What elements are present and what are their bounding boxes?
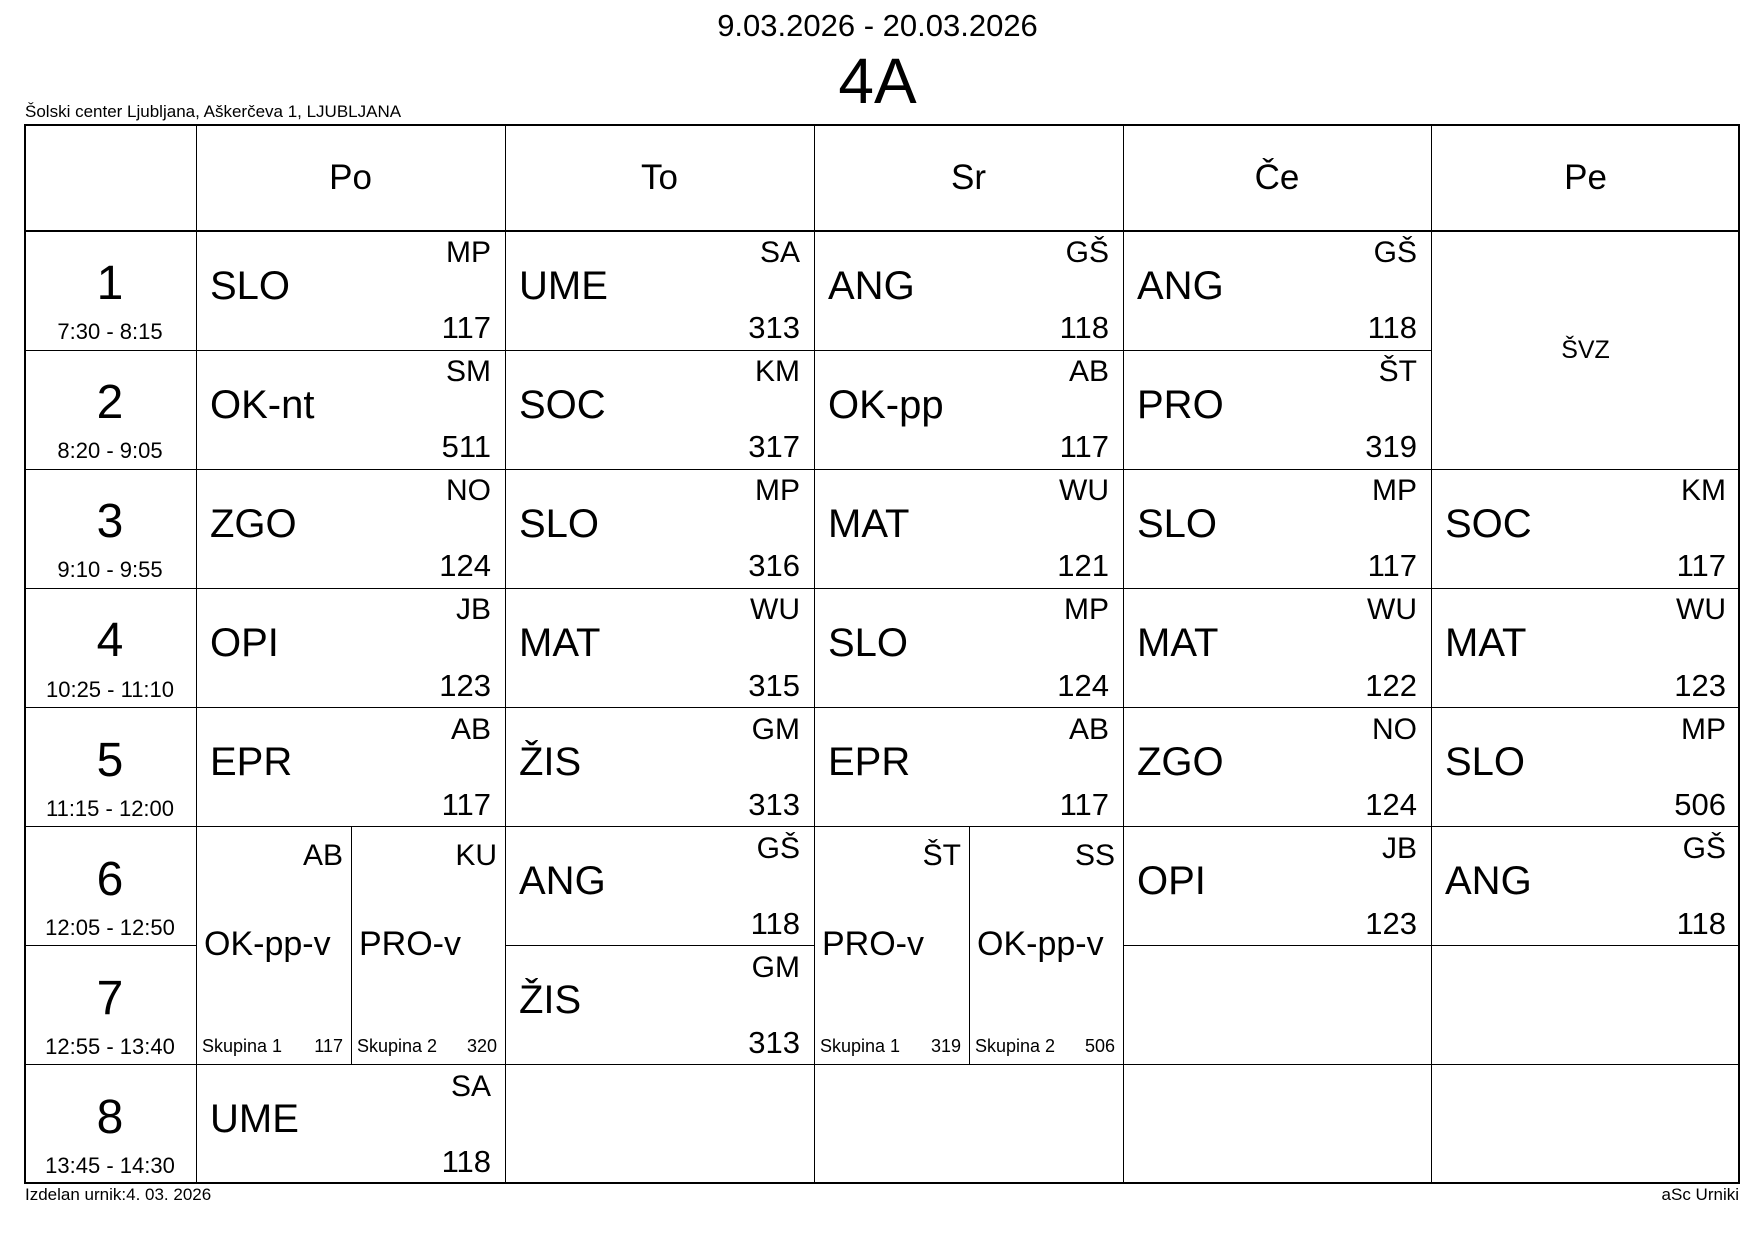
row-divider bbox=[814, 350, 1123, 351]
lesson-room: 117 bbox=[1676, 548, 1726, 584]
lesson-teacher: GŠ bbox=[1682, 831, 1726, 865]
lesson-teacher: KM bbox=[755, 355, 800, 389]
lesson-cell bbox=[1123, 231, 1431, 350]
lesson-subject: SOC bbox=[1445, 501, 1532, 546]
period-number: 7 bbox=[96, 971, 124, 1025]
lesson-room: 316 bbox=[748, 548, 800, 584]
school-name: Šolski center Ljubljana, Aškerčeva 1, LJUBLJANA bbox=[25, 102, 402, 121]
lesson-cell bbox=[196, 588, 505, 707]
row-divider bbox=[1431, 1064, 1740, 1065]
lesson-cell bbox=[196, 469, 505, 588]
lesson-teacher: WU bbox=[750, 593, 800, 627]
lesson-teacher: WU bbox=[1059, 474, 1109, 508]
lesson-subject: OK-nt bbox=[210, 382, 315, 427]
lesson-cell bbox=[196, 708, 505, 827]
period-number: 8 bbox=[96, 1090, 124, 1144]
header-divider bbox=[24, 230, 1740, 232]
lesson-subject: SLO bbox=[519, 501, 600, 546]
period-time: 13:45 - 14:30 bbox=[45, 1153, 175, 1178]
lesson-room: 315 bbox=[748, 667, 800, 703]
lesson-cell bbox=[1431, 588, 1740, 707]
row-divider bbox=[1431, 469, 1740, 470]
lesson-room: 124 bbox=[1365, 786, 1417, 822]
lesson-subject: SLO bbox=[828, 620, 909, 665]
period-time: 12:55 - 13:40 bbox=[45, 1033, 175, 1059]
group-subject: OK-pp-v bbox=[977, 924, 1104, 963]
event-cell: ŠVZ bbox=[1561, 335, 1610, 364]
lesson-subject: ŽIS bbox=[519, 978, 582, 1023]
group-subject: PRO-v bbox=[359, 924, 461, 963]
row-divider bbox=[505, 469, 814, 470]
lesson-cell bbox=[1431, 469, 1740, 588]
lesson-room: 319 bbox=[1365, 429, 1417, 465]
day-header: Sr bbox=[951, 157, 986, 197]
lesson-cell bbox=[814, 588, 1123, 707]
row-divider bbox=[196, 707, 505, 708]
group-name: Skupina 1 bbox=[202, 1035, 283, 1056]
lesson-cell bbox=[1431, 708, 1740, 827]
outer-border bbox=[24, 1182, 1740, 1184]
column-divider bbox=[814, 124, 815, 1184]
lesson-cell bbox=[505, 588, 814, 707]
lesson-teacher: MP bbox=[755, 474, 800, 508]
row-divider bbox=[1123, 588, 1431, 589]
lesson-room: 511 bbox=[441, 429, 491, 465]
lesson-subject: ANG bbox=[1445, 859, 1532, 904]
lesson-subject: EPR bbox=[210, 740, 293, 785]
group-room: 319 bbox=[930, 1035, 961, 1056]
lesson-teacher: WU bbox=[1676, 593, 1726, 627]
period-number: 4 bbox=[96, 614, 124, 668]
lesson-teacher: SA bbox=[450, 1069, 491, 1103]
period-time: 7:30 - 8:15 bbox=[57, 319, 163, 345]
row-divider bbox=[814, 469, 1123, 470]
lesson-subject: SOC bbox=[519, 382, 606, 427]
lesson-room: 117 bbox=[1059, 786, 1109, 822]
lesson-teacher: KM bbox=[1681, 474, 1726, 508]
group-lesson-cell bbox=[351, 827, 505, 1065]
row-divider bbox=[1123, 945, 1431, 946]
lesson-cell bbox=[196, 350, 505, 469]
row-divider bbox=[1431, 826, 1740, 827]
lesson-room: 124 bbox=[439, 548, 491, 584]
lesson-room: 117 bbox=[441, 786, 491, 822]
row-divider bbox=[505, 826, 814, 827]
row-divider bbox=[1123, 826, 1431, 827]
lesson-teacher: GM bbox=[751, 712, 800, 746]
lesson-teacher: MP bbox=[1681, 712, 1726, 746]
group-name: Skupina 2 bbox=[975, 1035, 1056, 1056]
row-divider bbox=[24, 350, 196, 351]
date-range: 9.03.2026 - 20.03.2026 bbox=[717, 8, 1038, 43]
period-time: 8:20 - 9:05 bbox=[57, 438, 163, 464]
lesson-cell bbox=[1123, 827, 1431, 946]
period-cell bbox=[24, 469, 196, 588]
row-divider bbox=[1123, 469, 1431, 470]
period-time: 9:10 - 9:55 bbox=[57, 557, 163, 583]
group-divider bbox=[351, 827, 352, 1065]
row-divider bbox=[814, 826, 1123, 827]
lesson-cell bbox=[196, 1065, 505, 1184]
lesson-subject: ANG bbox=[828, 263, 915, 308]
day-header: To bbox=[641, 157, 678, 197]
day-header: Po bbox=[329, 157, 372, 197]
group-name: Skupina 2 bbox=[357, 1035, 438, 1056]
row-divider bbox=[1123, 707, 1431, 708]
lesson-room: 317 bbox=[748, 429, 800, 465]
group-subject: OK-pp-v bbox=[204, 924, 331, 963]
row-divider bbox=[24, 707, 196, 708]
row-divider bbox=[24, 945, 196, 946]
lesson-cell bbox=[814, 708, 1123, 827]
lesson-teacher: SA bbox=[759, 236, 800, 269]
lesson-teacher: WU bbox=[1367, 593, 1417, 627]
group-teacher: ŠT bbox=[922, 838, 961, 872]
row-divider bbox=[196, 1064, 505, 1065]
lesson-cell bbox=[196, 231, 505, 350]
lesson-room: 123 bbox=[439, 667, 491, 703]
lesson-cell bbox=[1123, 588, 1431, 707]
lesson-cell bbox=[1123, 350, 1431, 469]
lesson-cell bbox=[505, 231, 814, 350]
software-name: aSc Urniki bbox=[1661, 1185, 1739, 1204]
group-room: 117 bbox=[314, 1035, 343, 1056]
period-cell bbox=[24, 827, 196, 946]
lesson-room: 117 bbox=[441, 310, 491, 346]
lesson-room: 123 bbox=[1674, 667, 1726, 703]
timetable-grid bbox=[24, 124, 1740, 1184]
class-title: 4A bbox=[838, 45, 917, 117]
row-divider bbox=[505, 945, 814, 946]
lesson-subject: ANG bbox=[1137, 263, 1224, 308]
group-room: 506 bbox=[1084, 1035, 1115, 1056]
day-header: Pe bbox=[1564, 157, 1607, 197]
outer-border bbox=[1738, 124, 1740, 1184]
row-divider bbox=[1431, 945, 1740, 946]
lesson-teacher: GŠ bbox=[1373, 236, 1417, 269]
period-cell bbox=[24, 231, 196, 350]
group-teacher: AB bbox=[302, 838, 343, 872]
lesson-subject: ZGO bbox=[1137, 740, 1224, 785]
row-divider bbox=[24, 469, 196, 470]
lesson-subject: ZGO bbox=[210, 501, 297, 546]
lesson-subject: OPI bbox=[1137, 859, 1206, 904]
lesson-teacher: AB bbox=[1068, 712, 1109, 746]
lesson-room: 506 bbox=[1674, 786, 1726, 822]
lesson-room: 118 bbox=[1059, 310, 1109, 346]
period-cell bbox=[24, 946, 196, 1065]
row-divider bbox=[1431, 588, 1740, 589]
lesson-subject: MAT bbox=[1445, 620, 1527, 665]
lesson-subject: PRO bbox=[1137, 382, 1224, 427]
lesson-teacher: AB bbox=[1068, 355, 1109, 389]
row-divider bbox=[196, 826, 505, 827]
period-time: 11:15 - 12:00 bbox=[45, 795, 175, 821]
row-divider bbox=[505, 588, 814, 589]
lesson-subject: SLO bbox=[1445, 740, 1526, 785]
lesson-teacher: NO bbox=[1372, 712, 1417, 746]
lesson-teacher: GŠ bbox=[756, 831, 800, 865]
lesson-cell bbox=[1431, 827, 1740, 946]
group-lesson-cell bbox=[196, 827, 351, 1065]
lesson-room: 118 bbox=[1367, 310, 1417, 346]
period-number: 5 bbox=[96, 733, 124, 787]
group-teacher: SS bbox=[1074, 838, 1115, 872]
row-divider bbox=[505, 707, 814, 708]
period-cell bbox=[24, 1065, 196, 1184]
column-divider bbox=[196, 124, 197, 1184]
lesson-cell bbox=[505, 469, 814, 588]
lesson-teacher: SM bbox=[446, 355, 491, 389]
lesson-room: 122 bbox=[1365, 667, 1417, 703]
group-teacher: KU bbox=[455, 838, 497, 872]
lesson-subject: ŽIS bbox=[519, 740, 582, 785]
created-date: Izdelan urnik:4. 03. 2026 bbox=[25, 1185, 212, 1204]
row-divider bbox=[505, 350, 814, 351]
period-number: 1 bbox=[96, 257, 124, 310]
lesson-teacher: JB bbox=[1381, 831, 1417, 865]
row-divider bbox=[24, 588, 196, 589]
row-divider bbox=[196, 350, 505, 351]
lesson-subject: MAT bbox=[519, 620, 601, 665]
lesson-teacher: JB bbox=[455, 593, 491, 627]
lesson-room: 121 bbox=[1057, 548, 1109, 584]
group-lesson-cell bbox=[814, 827, 969, 1065]
lesson-room: 118 bbox=[1676, 905, 1726, 941]
lesson-subject: UME bbox=[210, 1097, 299, 1142]
row-divider bbox=[196, 588, 505, 589]
outer-border bbox=[24, 124, 1740, 126]
column-divider bbox=[1431, 124, 1432, 1184]
lesson-teacher: MP bbox=[1372, 474, 1417, 508]
row-divider bbox=[196, 469, 505, 470]
row-divider bbox=[814, 588, 1123, 589]
lesson-cell bbox=[505, 946, 814, 1065]
lesson-subject: UME bbox=[519, 263, 608, 308]
lesson-room: 117 bbox=[1367, 548, 1417, 584]
lesson-teacher: MP bbox=[446, 236, 491, 269]
period-cell bbox=[24, 708, 196, 827]
lesson-cell bbox=[505, 708, 814, 827]
lesson-subject: OPI bbox=[210, 620, 279, 665]
row-divider bbox=[1123, 350, 1431, 351]
row-divider bbox=[24, 826, 196, 827]
lesson-teacher: ŠT bbox=[1378, 355, 1417, 389]
lesson-subject: MAT bbox=[1137, 620, 1219, 665]
group-lesson-cell bbox=[969, 827, 1123, 1065]
lesson-teacher: AB bbox=[450, 712, 491, 746]
period-cell bbox=[24, 350, 196, 469]
lesson-subject: ANG bbox=[519, 859, 606, 904]
lesson-cell bbox=[814, 350, 1123, 469]
row-divider bbox=[24, 1064, 196, 1065]
period-cell bbox=[24, 588, 196, 707]
group-subject: PRO-v bbox=[822, 924, 924, 963]
period-number: 6 bbox=[96, 852, 124, 906]
lesson-room: 118 bbox=[441, 1144, 491, 1179]
lesson-subject: OK-pp bbox=[828, 382, 944, 427]
lesson-room: 313 bbox=[748, 786, 800, 822]
lesson-cell bbox=[814, 469, 1123, 588]
lesson-room: 118 bbox=[750, 905, 800, 941]
outer-border bbox=[24, 124, 26, 1184]
lesson-subject: EPR bbox=[828, 740, 911, 785]
lesson-room: 313 bbox=[748, 1024, 800, 1060]
group-name: Skupina 1 bbox=[820, 1035, 901, 1056]
lesson-cell bbox=[505, 827, 814, 946]
lesson-room: 124 bbox=[1057, 667, 1109, 703]
lesson-room: 313 bbox=[748, 310, 800, 346]
group-divider bbox=[969, 827, 970, 1065]
lesson-teacher: NO bbox=[446, 474, 491, 508]
lesson-cell bbox=[1123, 469, 1431, 588]
lesson-subject: SLO bbox=[1137, 501, 1218, 546]
row-divider bbox=[505, 1064, 814, 1065]
lesson-teacher: GM bbox=[751, 950, 800, 984]
column-divider bbox=[505, 124, 506, 1184]
lesson-room: 117 bbox=[1059, 429, 1109, 465]
lesson-teacher: GŠ bbox=[1065, 236, 1109, 269]
period-time: 10:25 - 11:10 bbox=[45, 676, 175, 702]
lesson-room: 123 bbox=[1365, 905, 1417, 941]
row-divider bbox=[1431, 707, 1740, 708]
lesson-cell bbox=[1123, 708, 1431, 827]
lesson-subject: SLO bbox=[210, 263, 291, 308]
lesson-cell bbox=[814, 231, 1123, 350]
row-divider bbox=[1123, 1064, 1431, 1065]
day-header: Če bbox=[1254, 157, 1300, 197]
lesson-teacher: MP bbox=[1064, 593, 1109, 627]
row-divider bbox=[814, 1064, 1123, 1065]
column-divider bbox=[1123, 124, 1124, 1184]
group-room: 320 bbox=[466, 1035, 497, 1056]
lesson-cell bbox=[505, 350, 814, 469]
period-number: 2 bbox=[96, 376, 124, 430]
lesson-subject: MAT bbox=[828, 501, 910, 546]
period-time: 12:05 - 12:50 bbox=[45, 914, 175, 940]
row-divider bbox=[814, 707, 1123, 708]
period-number: 3 bbox=[96, 495, 124, 549]
